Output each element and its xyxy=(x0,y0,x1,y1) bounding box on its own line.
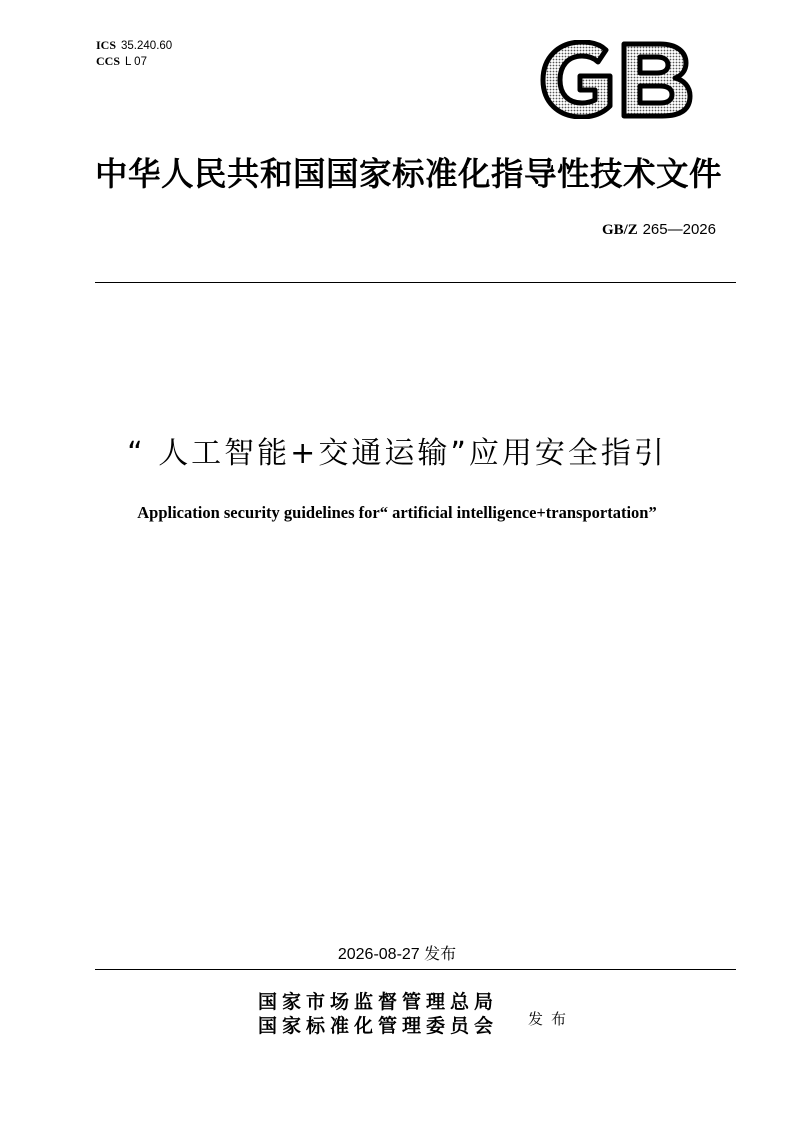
standard-number xyxy=(602,219,716,240)
document-type: 中华人民共和国国家标准化指导性技术文件 xyxy=(95,155,723,193)
ics-value: 35.240.60 xyxy=(121,40,173,52)
ics-line xyxy=(96,38,172,54)
issuer-sac: 国家标准化管理委员会 xyxy=(258,1015,499,1037)
standard-code: 265—2026 xyxy=(642,221,716,238)
standard-prefix: GB/Z xyxy=(601,222,638,238)
ccs-value: L 07 xyxy=(125,56,147,68)
issuing-authorities xyxy=(258,990,498,1038)
title-chinese: “ 人工智能+交通运输”应用安全指引 xyxy=(127,436,667,471)
classification-codes xyxy=(96,38,172,70)
gb-logo xyxy=(540,40,693,119)
ics-label: ICS xyxy=(96,38,117,52)
issuer-samr: 国家市场监督管理总局 xyxy=(258,991,499,1013)
publish-label: 发布 xyxy=(528,1010,575,1028)
ccs-label: CCS xyxy=(96,54,121,68)
bottom-divider xyxy=(95,969,736,970)
ccs-line xyxy=(96,54,172,70)
publication-date: 2026-08-27 发布 xyxy=(337,946,457,963)
top-divider xyxy=(95,282,736,283)
title-english: Application security guidelines for“ artificial intelligence+transportation” xyxy=(137,503,657,522)
